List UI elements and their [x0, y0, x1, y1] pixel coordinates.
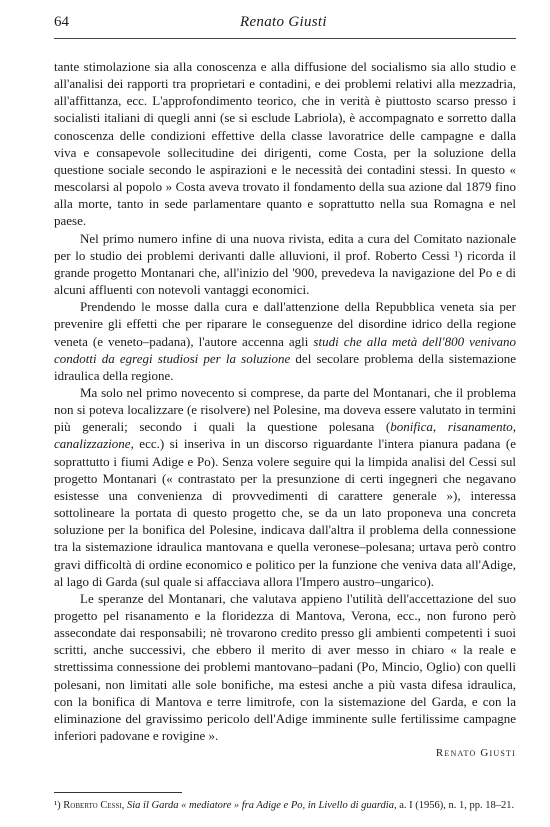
- footnote-divider: [54, 792, 182, 793]
- paragraph-3-text-end: del secolare problema della sistemazione idraulica della regione.: [54, 350, 516, 383]
- paragraph-4-text-start: Ma solo nel primo novecento si comprese, da parte del Montanari, che il problema non si poteva localizzare (e risolvere) nel Polesine, ma doveva essere valutato in termini più generali; secondo i quali la questione polesana (: [54, 384, 516, 435]
- paragraph-3-italic-text: studi che alla metà dell'800 venivano condotti da egregi studiosi per la soluzione: [54, 333, 516, 366]
- paragraph-4: [54, 384, 516, 590]
- paragraph-4-italic-text: bonifica, risanamento, canalizzazione: [54, 419, 516, 452]
- footnote-title: Sia il Garda « mediatore » fra Adige e Po, in Livello di guardia,: [127, 800, 397, 812]
- paragraph-1: tante stimolazione sia alla conoscenza e alla diffusione del socialismo sia allo studio e all'analisi dei rapporti tra proprietari e contadini, e dei problemi relativi alla mezzadria, all'affittanza, ecc. L'approfondimento teorico, che in verità è piuttosto scarso presso i socialisti italiani di quegli anni (se si esclude Labriola), è accompagnato e sorretto dalla conoscenza delle condizioni effettive della classe lavoratrice delle campagne e dalla viva e consapevole sollecitudine dei dirigenti, come Costa, per la soluzione della questione sociale secondo le aspirazioni e le necessità dei contadini stessi. In questo « mescolarsi al popolo » Costa aveva trovato il fondamento della sua azione dal 1879 fino alla morte, tanto in sede parlamentare quanto e soprattutto nella sua Romagna e nel paese.: [54, 59, 516, 229]
- footnote: [54, 798, 516, 813]
- paragraph-3: [54, 298, 516, 384]
- paragraph-2: Nel primo numero infine di una nuova rivista, edita a cura del Comitato nazionale per lo studio dei problemi derivanti dalle alluvioni, il prof. Roberto Cessi ¹) ricorda il grande progetto Montanari che, all'inizio del '900, prevedeva la navigazione del Po e di alcuni affluenti con notevoli vantaggi economici.: [54, 230, 516, 298]
- document-page: [54, 10, 516, 813]
- running-title: Renato Giusti: [240, 14, 327, 30]
- footnote-citation: a. I (1956), n. 1, pp. 18–21.: [399, 800, 515, 812]
- page-number: 64: [54, 14, 69, 30]
- running-head: [54, 10, 516, 39]
- footnote-author: Roberto Cessi,: [63, 800, 125, 812]
- paragraph-5: Le speranze del Montanari, che valutava appieno l'utilità dell'accettazione del suo progetto pel risanamento e la floridezza di Mantova, Verona, ecc., non furono però assecondate dai responsabili; nè trovarono credito presso gli ambienti competenti i suoi scritti, anche successivi, che ebbero il merito di aver messo in chiaro « la reale e strettissima connessione dei problemi mantovano–padani (Po, Mincio, Oglio) con quelli polesani, non limitati alle sole bonifiche, ma estesi anche a più vasta difesa idraulica, con la bonifica di Mantova e terre limitrofe, con la sistemazione del Garda, e con la eliminazione del gravissimo pericolo dell'Adige imminente sulle fertilissime campagne inferiori padovane e rovigine ».: [54, 590, 516, 744]
- author-signature: Renato Giusti: [435, 747, 516, 760]
- paragraph-3-text-start: Prendendo le mosse dalla cura e dall'attenzione della Repubblica veneta sia per prevenire gli effetti che per riparare le conseguenze del disordine idrico della regione veneta (e veneto–padana), l'autore accenna agli: [54, 299, 516, 349]
- body-text: [54, 58, 516, 744]
- paragraph-4-text-end: , ecc.) si inseriva in un discorso riguardante l'intera pianura padana (e soprattutto i fiumi Adige e Po). Senza volere seguire qui la limpida analisi del Cessi sul progetto Montanari (« contrastato per la presunzione di certi ingegneri che negavano esistesse una convenienza di provvedimenti di carattere generale »), interessa sottolineare la portata di questo progetto che, se da un lato proponeva una concreta soluzione per la bonifica del Polesine, indicava dall'altra il problema della connessione tra la sistemazione idraulica mantovana e quella veronese–polesana; urtava però contro gravi difficoltà di ordine economico e politico per la funzione che veniva data all'Adige, al lago di Garda (sul quale si affacciava allora l'Impero austro–ungarico).: [54, 436, 516, 589]
- footnote-marker: ¹): [54, 800, 61, 812]
